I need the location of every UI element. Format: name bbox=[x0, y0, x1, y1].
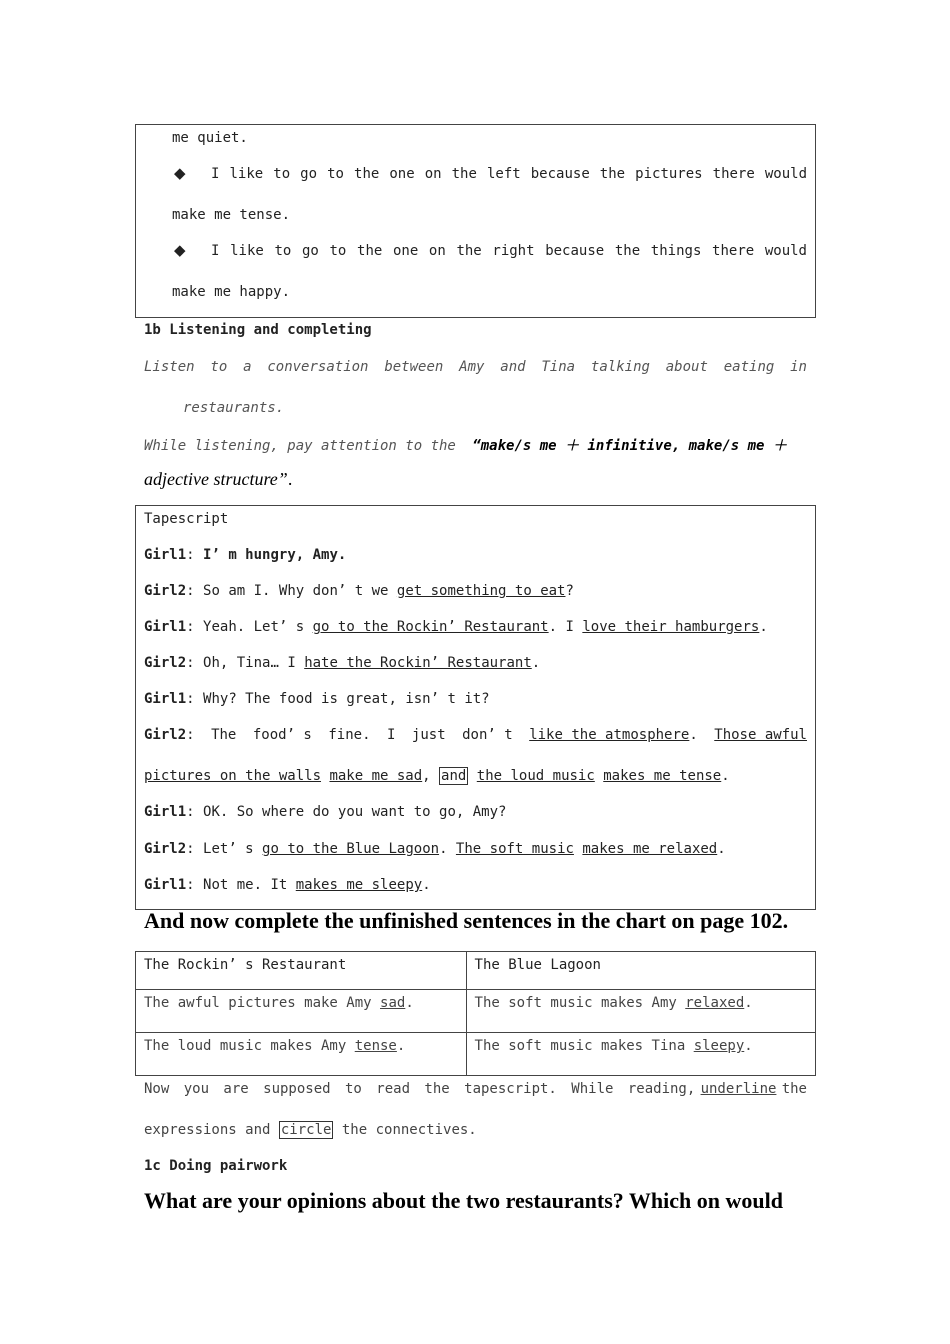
top-box-line-1: me quiet. bbox=[172, 130, 248, 146]
reading-instruction-text: expressions and bbox=[144, 1122, 279, 1138]
underlined-expression: makes me relaxed bbox=[582, 841, 718, 857]
section-1b-heading: 1b Listening and completing bbox=[144, 322, 372, 338]
dialogue-line-3 bbox=[144, 619, 768, 635]
cell-text: . bbox=[405, 995, 414, 1011]
structure-highlight: “make/s me ＋ infinitive, make/s me ＋ bbox=[472, 438, 787, 454]
cell-answer: sad bbox=[380, 995, 406, 1011]
underlined-expression: go to the Blue Lagoon bbox=[262, 841, 440, 857]
instruction-listen-cont: restaurants. bbox=[183, 400, 285, 416]
underlined-expression: makes me sleepy bbox=[295, 877, 423, 893]
table-row bbox=[136, 990, 816, 1033]
colon: : bbox=[186, 727, 195, 743]
dialogue-line-2 bbox=[144, 583, 574, 599]
speaker-label: Girl1 bbox=[144, 691, 187, 707]
top-box-item-2-cont: make me happy. bbox=[172, 284, 291, 300]
underlined-expression: get something to eat bbox=[396, 583, 566, 599]
circled-connective: and bbox=[441, 768, 467, 784]
dialogue-text: . bbox=[531, 655, 541, 671]
dialogue-line-8 bbox=[144, 841, 726, 857]
complete-heading: And now complete the unfinished sentences in the chart on page 102. bbox=[144, 908, 789, 933]
pairwork-question: What are your opinions about the two restaurants? Which on would bbox=[144, 1188, 783, 1213]
dialogue-line-9 bbox=[144, 877, 431, 893]
top-box-item-1: I like to go to the one on the left because the pictures there would bbox=[211, 166, 807, 182]
cell-text: The soft music makes Amy bbox=[474, 995, 686, 1011]
instruction-structure-cont bbox=[144, 469, 292, 490]
reading-instruction-cont bbox=[144, 1122, 477, 1138]
dialogue-text: . bbox=[439, 841, 456, 857]
instruction-listen: Listen to a conversation between Amy and Tina talking about eating in bbox=[144, 359, 807, 375]
underlined-expression: The soft music bbox=[455, 841, 574, 857]
underline-keyword: underline bbox=[700, 1081, 777, 1097]
dialogue-text: . I bbox=[548, 619, 583, 635]
dialogue-word: I bbox=[387, 727, 396, 743]
cell-text: . bbox=[744, 995, 753, 1011]
dialogue-text: ? bbox=[565, 583, 574, 599]
instruction-prefix: While listening, pay attention to the bbox=[144, 438, 456, 454]
speaker-label: Girl2 bbox=[144, 727, 187, 743]
dialogue-line-7 bbox=[144, 804, 506, 820]
underlined-expression: makes me tense bbox=[603, 768, 722, 784]
speaker-label: Girl1 bbox=[144, 547, 187, 563]
instruction-pay-attention bbox=[144, 435, 787, 455]
table-cell bbox=[136, 1033, 467, 1076]
underlined-expression: make me sad bbox=[329, 768, 423, 784]
chart-table bbox=[135, 951, 816, 1076]
colon: : bbox=[186, 804, 195, 820]
underlined-expression: go to the Rockin’ Restaurant bbox=[312, 619, 549, 635]
tapescript-title: Tapescript bbox=[144, 511, 229, 527]
header-label: The Rockin’ s Restaurant bbox=[144, 957, 347, 973]
circle-keyword: circle bbox=[280, 1122, 332, 1138]
dialogue-text: . bbox=[759, 619, 768, 635]
table-row bbox=[136, 1033, 816, 1076]
cell-answer: sleepy bbox=[693, 1038, 745, 1054]
cell-answer: relaxed bbox=[685, 995, 745, 1011]
dialogue-line-5 bbox=[144, 691, 490, 707]
dialogue-text: Not me. It bbox=[203, 877, 296, 893]
dialogue-text: . bbox=[717, 841, 726, 857]
colon: : bbox=[186, 655, 195, 671]
dialogue-word: fine. bbox=[328, 727, 371, 743]
colon: : bbox=[186, 691, 195, 707]
dialogue-line-1 bbox=[144, 547, 346, 563]
dialogue-text: . bbox=[422, 877, 431, 893]
cell-text: The awful pictures make Amy bbox=[144, 995, 381, 1011]
diamond-bullet-icon: ◆ bbox=[174, 241, 186, 259]
table-header-rockin bbox=[136, 952, 467, 990]
reading-instruction-text: the connectives. bbox=[333, 1122, 477, 1138]
speaker-label: Girl2 bbox=[144, 841, 187, 857]
speaker-label: Girl2 bbox=[144, 583, 187, 599]
diamond-bullet-icon: ◆ bbox=[174, 164, 186, 182]
section-1c-heading: 1c Doing pairwork bbox=[144, 1158, 288, 1174]
dialogue-text: OK. So where do you want to go, Amy? bbox=[203, 804, 507, 820]
dialogue-word: don’ t bbox=[462, 727, 513, 743]
dialogue-word: The bbox=[211, 727, 237, 743]
table-header-lagoon bbox=[466, 952, 815, 990]
cell-text: . bbox=[744, 1038, 753, 1054]
reading-instruction-text: Now you are supposed to read the tapescript. While reading, bbox=[144, 1081, 696, 1097]
top-box-item-1-cont: make me tense. bbox=[172, 207, 291, 223]
underlined-expression: love their hamburgers bbox=[582, 619, 760, 635]
reading-instruction-text: the bbox=[781, 1081, 807, 1097]
dialogue-text: I’ m hungry, Amy. bbox=[203, 547, 347, 563]
colon: : bbox=[186, 583, 195, 599]
underlined-expression: Those awful bbox=[714, 727, 807, 743]
underlined-expression: like the atmosphere bbox=[529, 727, 690, 743]
dialogue-text: . bbox=[721, 768, 730, 784]
dialogue-word: . bbox=[689, 727, 698, 743]
table-cell bbox=[136, 990, 467, 1033]
colon: : bbox=[186, 619, 195, 635]
header-label: The Blue Lagoon bbox=[474, 957, 601, 973]
top-box-item-2: I like to go to the one on the right because the things there would bbox=[211, 243, 807, 259]
colon: : bbox=[186, 841, 195, 857]
underlined-expression: the loud music bbox=[476, 768, 595, 784]
dialogue-text: Let’ s bbox=[203, 841, 263, 857]
reading-instruction bbox=[144, 1081, 807, 1097]
cell-text: . bbox=[396, 1038, 406, 1054]
underlined-expression: hate the Rockin’ Restaurant bbox=[304, 655, 532, 671]
table-cell bbox=[466, 990, 815, 1033]
dialogue-text: So am I. Why don’ t we bbox=[203, 583, 397, 599]
colon: : bbox=[186, 547, 195, 563]
dialogue-line-6-cont bbox=[144, 768, 730, 784]
dialogue-text: Why? The food is great, isn’ t it? bbox=[203, 691, 490, 707]
colon: : bbox=[186, 877, 195, 893]
table-cell bbox=[466, 1033, 815, 1076]
dialogue-text: , bbox=[422, 768, 431, 784]
dialogue-line-6 bbox=[144, 727, 807, 743]
dialogue-word: just bbox=[411, 727, 446, 743]
speaker-label: Girl1 bbox=[144, 804, 187, 820]
cell-answer: tense bbox=[354, 1038, 397, 1054]
underlined-expression: pictures on the walls bbox=[144, 768, 322, 784]
cell-text: The soft music makes Tina bbox=[474, 1038, 694, 1054]
speaker-label: Girl1 bbox=[144, 877, 187, 893]
cell-text: The loud music makes Amy bbox=[144, 1038, 355, 1054]
speaker-label: Girl1 bbox=[144, 619, 187, 635]
dialogue-word: food’ s bbox=[252, 727, 312, 743]
structure-highlight-cont: adjective structure” bbox=[144, 469, 288, 489]
dialogue-text: Yeah. Let’ s bbox=[203, 619, 313, 635]
dialogue-line-4 bbox=[144, 655, 540, 671]
speaker-label: Girl2 bbox=[144, 655, 187, 671]
dialogue-text: Oh, Tina… I bbox=[203, 655, 305, 671]
structure-end: . bbox=[287, 469, 293, 489]
